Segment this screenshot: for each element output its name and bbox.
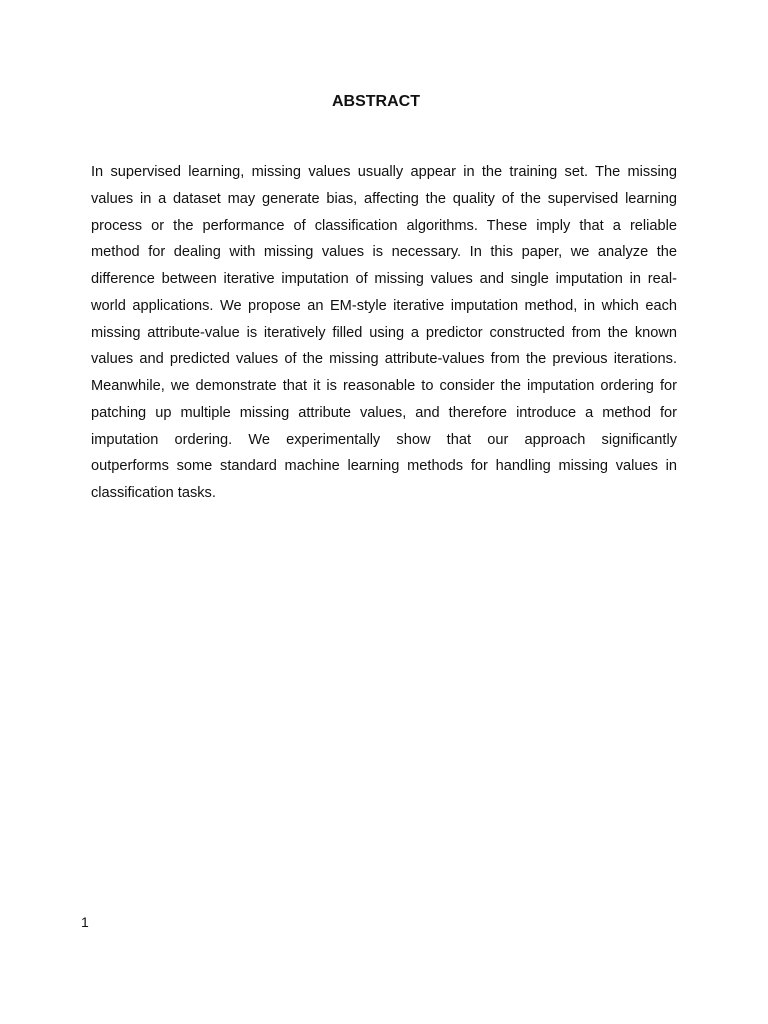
abstract-line: difference between iterative imputation of missing values and single imputation in real- [91, 271, 677, 287]
abstract-line: patching up multiple missing attribute values, and therefore introduce a method for [91, 404, 677, 421]
abstract-heading: ABSTRACT [332, 93, 420, 110]
abstract-line: method for dealing with missing values is necessary. In this paper, we analyze the [91, 244, 677, 261]
abstract-line: world applications. We propose an EM-style iterative imputation method, in which each [91, 297, 677, 314]
abstract-line: outperforms some standard machine learning methods for handling missing values in [91, 458, 677, 475]
abstract-line: values in a dataset may generate bias, affecting the quality of the supervised learning [91, 190, 677, 207]
abstract-line: In supervised learning, missing values usually appear in the training set. The missing [91, 164, 677, 180]
page-number: 1 [81, 914, 89, 930]
abstract-line: values and predicted values of the missing attribute-values from the previous iterations. [91, 351, 677, 368]
abstract-line: imputation ordering. We experimentally show that our approach significantly [91, 431, 677, 448]
abstract-line: Meanwhile, we demonstrate that it is reasonable to consider the imputation ordering for [91, 378, 677, 394]
abstract-body [91, 162, 677, 510]
abstract-line: classification tasks. [91, 485, 216, 501]
abstract-line: process or the performance of classification algorithms. These imply that a reliable [91, 217, 677, 234]
abstract-line: missing attribute-value is iteratively filled using a predictor constructed from the known [91, 324, 677, 341]
